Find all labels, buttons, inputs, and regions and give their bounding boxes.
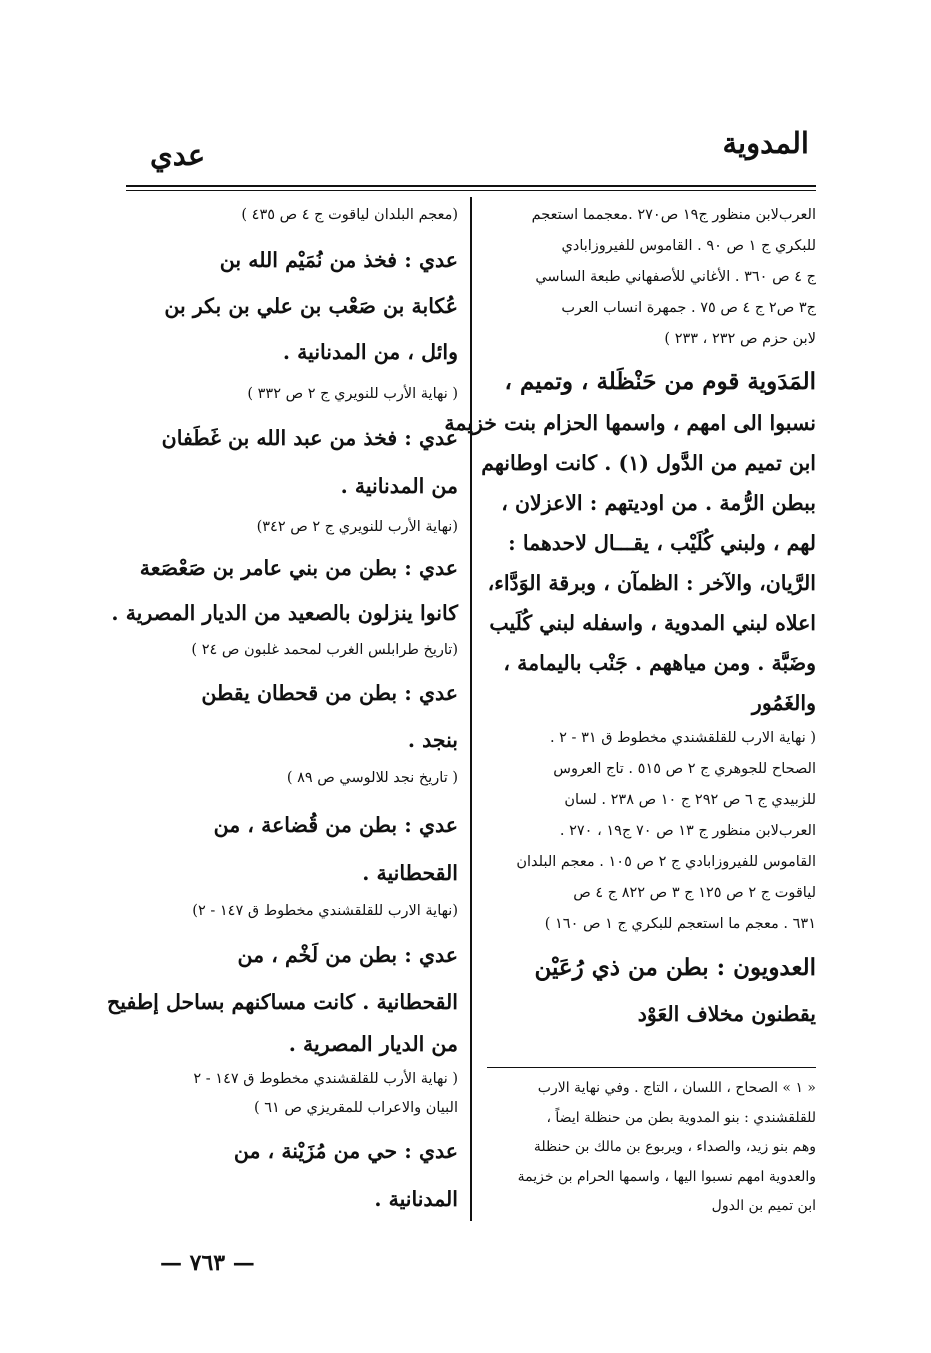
entry-line: عدي : بطن من قُضاعة ، من xyxy=(213,813,458,837)
entry-aladawiyun xyxy=(486,944,816,1036)
entry-adi-2 xyxy=(122,413,458,509)
entry-line: كانوا ينزلون بالصعيد من الديار المصرية . xyxy=(111,601,458,625)
footnote-line: والعدوية امهم نسبوا اليها ، واسمها الحرام بن خزيمة xyxy=(517,1168,816,1185)
entry-line: عُكابة بن صَعْب بن علي بن بكر بن xyxy=(164,294,458,318)
entry-adi-1 xyxy=(122,237,458,375)
footnote-line: وهم بنو زيد، والصداء ، ويربوع بن مالك بن حنظلة xyxy=(533,1139,816,1155)
right-column xyxy=(444,200,816,1036)
entry-line: ابن تميم من الدَّول (١) . كانت اوطانهم xyxy=(481,451,816,475)
citation-line: لابن حزم ص ٢٣٢ ، ٢٣٣ ) xyxy=(664,331,816,347)
citation-line: ( نهاية الأرب للنويري ج ٢ ص ٣٣٢ ) xyxy=(247,386,458,402)
running-header-left: عدي xyxy=(150,138,206,172)
citation-line: ج٣ ص٢ ج ٤ ص ٧٥ . جمهرة انساب العرب xyxy=(561,300,816,316)
entry-line: المَدَوية قوم من حَنْظَلة ، وتميم ، xyxy=(504,368,816,395)
page-number: — ٧٦٣ — xyxy=(160,1250,255,1276)
entry-adi-3 xyxy=(111,545,458,635)
citation-line: ( تاريخ نجد للالوسي ص ٨٩ ) xyxy=(286,770,458,786)
citation-line: لياقوت ج ٢ ص ١٢٥ ج ٣ ص ٨٢٢ ج ٤ ص xyxy=(573,885,816,901)
entry-line: الرَّيان، والآخر : الظمآن ، وبرقة الوَدَّاء، xyxy=(487,571,816,595)
entry-line: عدي : فخذ من عبد الله بن غَطَفان xyxy=(161,426,458,450)
running-header-right: المدوية xyxy=(722,126,809,160)
entry-line: العدويون : بطن من ذي رُعَيْن xyxy=(534,954,816,981)
citation-line: الصحاح للجوهري ج ٢ ص ٥١٥ . تاج العروس xyxy=(553,761,816,777)
entry-line: لهم ، ولبني كُلَيْب ، يقـــال لاحدهما : xyxy=(508,531,816,555)
header-rule-thin xyxy=(126,190,816,191)
citation-block xyxy=(486,200,816,355)
citation-line: للبكري ج ١ ص ٩٠ . القاموس للفيروزابادي xyxy=(561,238,816,254)
header-rule xyxy=(126,185,816,187)
citation-line: (نهاية الأرب للنويري ج ٢ ص ٣٤٢) xyxy=(256,519,458,535)
citation-block xyxy=(486,723,816,940)
entry-line: نسبوا الى امهم ، واسمها الحزام بنت خزيمة xyxy=(444,411,816,435)
left-column xyxy=(107,200,458,1219)
entry-line: والغَمُور xyxy=(751,691,816,715)
citation-line: ( نهاية الأرب للقلقشندي مخطوط ق ١٤٧ - ٢ xyxy=(193,1071,458,1087)
entry-adi-6 xyxy=(107,929,458,1065)
footnote-line: « ١ » الصحاح ، اللسان ، التاج . وفي نهاية الارب xyxy=(537,1080,816,1096)
entry-line: عدي : بطن من قحطان يقطن xyxy=(201,681,458,705)
footnote-line: للقلقشندي : بنو المدوية بطن من حنظلة ايضاً ، xyxy=(546,1109,816,1126)
citation-line: للزبيدي ج ٦ ص ٢٩٢ ج ١٠ ص ٢٣٨ . لسان xyxy=(564,792,816,808)
footnote-rule xyxy=(487,1067,816,1068)
entry-line: يقطنون مخلاف العَوْد xyxy=(637,1002,816,1026)
citation-line: العرب‌لابن منظور ج١٩ ص٢٧٠ .معجمما استعجم xyxy=(531,207,816,223)
entry-line: بنجد . xyxy=(407,728,458,752)
entry-line: المدنانية . xyxy=(374,1187,458,1211)
citation-line: البيان والاعراب للمقريزي ص ٦١ ) xyxy=(253,1100,458,1116)
entry-line: عدي : بطن من بني عامر بن صَعْصَعة xyxy=(139,556,458,580)
citation-line: (نهاية الارب للقلقشندي مخطوط ق ١٤٧ - ٢) xyxy=(192,903,458,919)
entry-line: عدي : فخذ من نُمَيْم الله بن xyxy=(219,248,458,272)
citation-line: ج ٤ ص ٣٦٠ . الأغاني للأصفهاني طبعة الساسي xyxy=(535,269,816,285)
entry-almadawiya xyxy=(444,361,816,723)
citation-line: (معجم البلدان لياقوت ج ٤ ص ٤٣٥ ) xyxy=(241,207,458,223)
citation-line: القاموس للفيروزابادي ج ٢ ص ١٠٥ . معجم البلدان xyxy=(516,854,816,870)
entry-line: القحطانية . xyxy=(362,861,458,885)
footnote xyxy=(487,1074,816,1222)
entry-line: عدي : حي من مُزَيْنة ، من xyxy=(233,1139,458,1163)
entry-line: وائل ، من المدنانية . xyxy=(282,340,458,364)
entry-line: من الديار المصرية . xyxy=(288,1032,458,1056)
citation-line: ( نهاية الارب للقلقشندي مخطوط ق ٣١ - ٢ . xyxy=(549,730,816,746)
entry-line: ببطن الرُّمة . من اوديتهم : الاعزلان ، xyxy=(501,491,816,515)
citation-line: العرب‌لابن منظور ج ١٣ ص ٧٠ ج١٩ ، ٢٧٠ . xyxy=(559,823,816,839)
citation-line: ٦٣١ . معجم ما استعجم للبكري ج ١ ص ١٦٠ ) xyxy=(544,916,816,932)
entry-adi-4 xyxy=(122,665,458,759)
entry-line: اعلاه لبني المدوية ، واسفله لبني كُلَيب xyxy=(489,611,816,635)
footnote-line: ابن تميم بن الدول xyxy=(711,1198,816,1214)
entry-line: عدي : بطن من لَخْم ، من xyxy=(237,943,458,967)
entry-line: القحطانية . كانت مساكنهم بساحل إطفيح xyxy=(107,990,458,1014)
entry-line: وضَبَّة . ومن مياههم . جَنْب باليمامة ، xyxy=(503,651,816,675)
citation-line: (تاريخ طرابلس الغرب لمحمد غلبون ص ٢٤ ) xyxy=(191,642,458,658)
entry-line: من المدنانية . xyxy=(340,474,458,498)
entry-adi-5 xyxy=(122,797,458,893)
column-divider xyxy=(470,197,472,1221)
entry-adi-7 xyxy=(122,1123,458,1219)
